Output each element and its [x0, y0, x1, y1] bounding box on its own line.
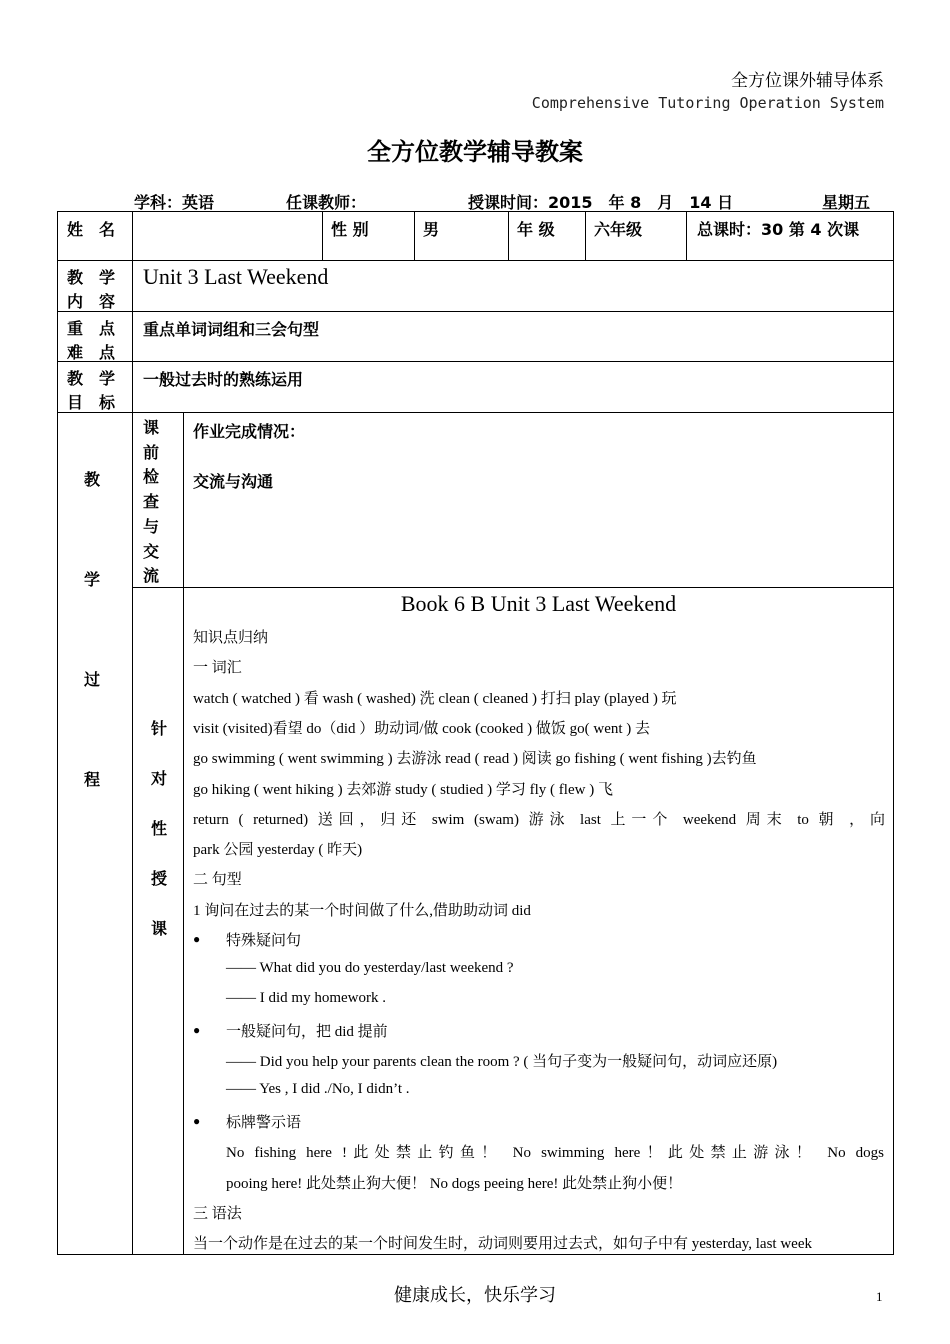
precheck-char: 与: [143, 516, 160, 536]
lesson-line: 三 语法: [193, 1206, 242, 1222]
page-number: 1: [876, 1289, 883, 1304]
lesson-line: 一 词汇: [193, 660, 242, 676]
gender-value: 男: [423, 220, 440, 239]
lesson-heading: Book 6 B Unit 3 Last Weekend: [400, 591, 677, 616]
targeted-label-cell: [132, 587, 184, 1255]
grade-label-cell: [508, 211, 586, 261]
lesson-line: go hiking ( went hiking ) 去郊游 study ( studied ) 学习 fly ( flew ) 飞: [193, 782, 613, 798]
precheck-char: 查: [143, 492, 160, 512]
lesson-line: pooing here! 此处禁止狗大便！ No dogs peeing here! 此处禁止狗小便！: [226, 1176, 683, 1192]
process-char: 程: [84, 770, 101, 789]
lesson-line: No fishing here !此处禁止钓鱼！ No swimming here！此处禁止游泳！ No dogs: [226, 1145, 884, 1161]
lesson-line: 标牌警示语: [226, 1115, 302, 1131]
precheck-char: 前: [143, 442, 160, 462]
targeted-char: 课: [151, 919, 168, 938]
footer-slogan: 健康成长，快乐学习: [394, 1285, 556, 1306]
goal-label-line1: 教 学: [67, 369, 116, 388]
lesson-line: 二 句型: [193, 872, 242, 888]
goal-value: 一般过去时的熟练运用: [143, 370, 304, 389]
precheck-char: 课: [143, 418, 160, 437]
bullet-icon: ●: [193, 932, 201, 946]
precheck-content-cell: [183, 412, 894, 588]
goal-label-cell: [57, 361, 133, 413]
hours-cell: [686, 211, 894, 261]
lesson-line: 当一个动作是在过去的某一个时间发生时，动词则要用过去式，如句子中有 yesterday, last week: [193, 1236, 812, 1252]
homework-label: 作业完成情况：: [193, 422, 306, 441]
name-value-cell: [132, 211, 323, 261]
targeted-char: 针: [151, 719, 168, 738]
lesson-line: 1 询问在过去的某一个时间做了什么,借助助动词 did: [193, 903, 531, 919]
lesson-line: visit (visited)看望 do（did ）助动词/做 cook (cooked ) 做饭 go( went ) 去: [193, 721, 651, 737]
name-label: 姓 名: [67, 220, 116, 239]
lesson-line: watch ( watched ) 看 wash ( washed) 洗 clean ( cleaned ) 打扫 play (played ) 玩: [193, 691, 677, 707]
subject-field: 学科：英语: [134, 193, 215, 212]
gender-label-cell: [322, 211, 415, 261]
weekday-field: 星期五: [822, 193, 871, 212]
name-label-cell: [57, 211, 133, 261]
targeted-char: 对: [151, 769, 168, 788]
process-label-cell: [57, 412, 133, 1255]
process-char: 学: [84, 570, 101, 589]
process-char: 过: [84, 670, 101, 689]
content-label-line1: 教 学: [67, 268, 116, 287]
bullet-icon: ●: [193, 1114, 201, 1128]
key-value: 重点单词词组和三会句型: [143, 320, 320, 339]
lesson-line: —— Yes , I did ./No, I didn’t .: [226, 1081, 410, 1097]
content-label-cell: [57, 260, 133, 312]
process-char: 教: [84, 470, 101, 489]
goal-label-line2: 目 标: [67, 393, 116, 412]
targeted-char: 性: [151, 819, 168, 838]
grade-value: 六年级: [594, 220, 643, 239]
key-label-line1: 重 点: [67, 319, 116, 338]
grade-label: 年 级: [517, 220, 555, 239]
lesson-line: return ( returned) 送回，归还 swim (swam) 游泳 last 上一个 weekend 周末 to 朝 ，向: [193, 812, 885, 828]
grade-value-cell: [585, 211, 687, 261]
gender-value-cell: [414, 211, 509, 261]
key-label-line2: 难 点: [67, 343, 116, 362]
precheck-char: 检: [143, 467, 160, 487]
header-line-2: Comprehensive Tutoring Operation System: [531, 94, 884, 112]
precheck-char: 流: [143, 566, 160, 586]
content-value-cell: [132, 260, 894, 312]
precheck-char: 交: [143, 541, 160, 561]
lesson-line: —— Did you help your parents clean the room ? ( 当句子变为一般疑问句，动词应还原): [226, 1054, 778, 1070]
key-label-cell: [57, 311, 133, 362]
precheck-label: [143, 416, 163, 589]
time-field: 授课时间：2015 年 8 月 14 日: [468, 193, 734, 212]
communicate-label: 交流与沟通: [193, 472, 274, 491]
lesson-line: 知识点归纳: [193, 630, 269, 646]
precheck-label-cell: [132, 412, 184, 588]
content-value: Unit 3 Last Weekend: [143, 264, 329, 289]
key-value-cell: [132, 311, 894, 362]
goal-value-cell: [132, 361, 894, 413]
page-title: 全方位教学辅导教案: [367, 138, 583, 166]
content-label-line2: 内 容: [67, 292, 116, 311]
teacher-field: 任课教师：: [286, 193, 367, 212]
lesson-line: —— I did my homework .: [226, 990, 386, 1006]
lesson-line: —— What did you do yesterday/last weekend ?: [226, 960, 514, 976]
lesson-line: go swimming ( went swimming ) 去游泳 read ( read ) 阅读 go fishing ( went fishing )去钓鱼: [193, 751, 757, 767]
lesson-line: 特殊疑问句: [226, 933, 302, 949]
bullet-icon: ●: [193, 1023, 201, 1037]
lesson-line: park 公园 yesterday ( 昨天): [193, 842, 363, 858]
gender-label: 性 别: [331, 220, 369, 239]
targeted-char: 授: [151, 869, 168, 888]
lesson-line: 一般疑问句，把 did 提前: [226, 1024, 388, 1040]
header-line-1: 全方位课外辅导体系: [731, 71, 884, 91]
hours-value: 总课时：30 第 4 次课: [697, 220, 860, 239]
